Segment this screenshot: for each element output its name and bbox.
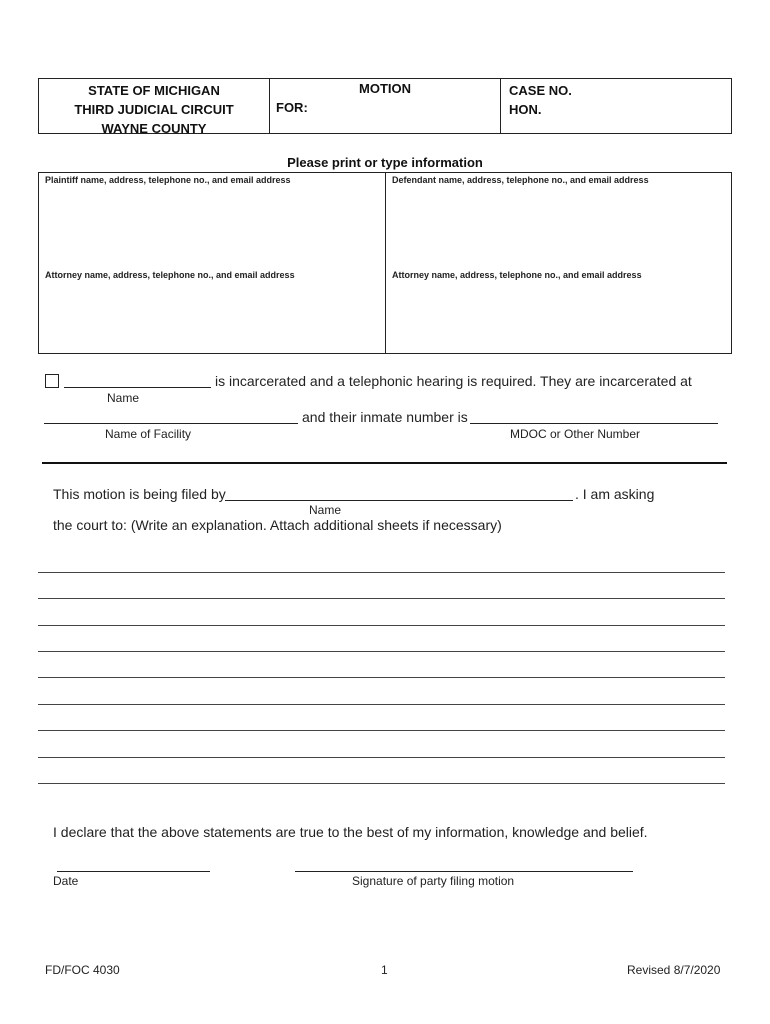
plaintiff-attorney-label: Attorney name, address, telephone no., and email address bbox=[45, 270, 295, 280]
explanation-line[interactable] bbox=[38, 572, 725, 573]
court-state: STATE OF MICHIGAN bbox=[88, 83, 220, 98]
case-no-label: CASE NO. bbox=[509, 83, 572, 98]
instruction-heading: Please print or type information bbox=[287, 155, 483, 170]
page-number: 1 bbox=[381, 963, 388, 977]
inmate-number-field[interactable] bbox=[470, 408, 718, 424]
judge-label: HON. bbox=[509, 102, 542, 117]
filed-by-prefix: This motion is being filed by bbox=[53, 486, 226, 502]
revised-date: Revised 8/7/2020 bbox=[627, 963, 721, 977]
filed-by-suffix: . I am asking bbox=[575, 486, 655, 502]
plaintiff-column[interactable] bbox=[39, 173, 385, 353]
court-circuit: THIRD JUDICIAL CIRCUIT bbox=[74, 102, 234, 117]
court-info-cell bbox=[39, 79, 270, 136]
date-caption: Date bbox=[53, 874, 79, 888]
form-id: FD/FOC 4030 bbox=[45, 963, 120, 977]
explanation-line[interactable] bbox=[38, 730, 725, 731]
explanation-line[interactable] bbox=[38, 783, 725, 784]
motion-cell[interactable] bbox=[270, 79, 501, 133]
for-label: FOR: bbox=[276, 100, 308, 115]
defendant-attorney-label: Attorney name, address, telephone no., and email address bbox=[392, 270, 642, 280]
parties-table bbox=[38, 172, 732, 354]
incarcerated-name-caption: Name bbox=[107, 391, 140, 405]
case-info-cell[interactable] bbox=[501, 79, 731, 133]
signature-field[interactable] bbox=[295, 856, 633, 872]
defendant-label: Defendant name, address, telephone no., and email address bbox=[392, 175, 649, 185]
form-title: MOTION bbox=[359, 81, 411, 96]
signature-caption: Signature of party filing motion bbox=[352, 874, 515, 888]
filed-by-name-field[interactable] bbox=[225, 485, 573, 501]
case-caption-table bbox=[38, 78, 732, 134]
plaintiff-label: Plaintiff name, address, telephone no., and email address bbox=[45, 175, 291, 185]
mdoc-caption: MDOC or Other Number bbox=[510, 427, 641, 441]
declaration-text: I declare that the above statements are true to the best of my information, knowledge and belief. bbox=[53, 824, 648, 840]
inmate-number-text: and their inmate number is bbox=[302, 409, 468, 425]
date-field[interactable] bbox=[57, 856, 210, 872]
section-divider bbox=[42, 462, 727, 464]
filed-by-name-caption: Name bbox=[309, 503, 342, 517]
court-county: WAYNE COUNTY bbox=[101, 121, 207, 136]
explanation-line[interactable] bbox=[38, 625, 725, 626]
explanation-line[interactable] bbox=[38, 677, 725, 678]
explanation-instruction: the court to: (Write an explanation. Attach additional sheets if necessary) bbox=[53, 517, 502, 533]
explanation-line[interactable] bbox=[38, 651, 725, 652]
facility-caption: Name of Facility bbox=[105, 427, 192, 441]
explanation-line[interactable] bbox=[38, 704, 725, 705]
explanation-line[interactable] bbox=[38, 598, 725, 599]
incarcerated-checkbox[interactable] bbox=[45, 374, 59, 388]
explanation-line[interactable] bbox=[38, 757, 725, 758]
facility-field[interactable] bbox=[44, 408, 298, 424]
incarcerated-name-field[interactable] bbox=[64, 372, 211, 388]
incarcerated-sentence: is incarcerated and a telephonic hearing is required. They are incarcerated at bbox=[215, 373, 692, 389]
defendant-column[interactable] bbox=[385, 173, 731, 353]
